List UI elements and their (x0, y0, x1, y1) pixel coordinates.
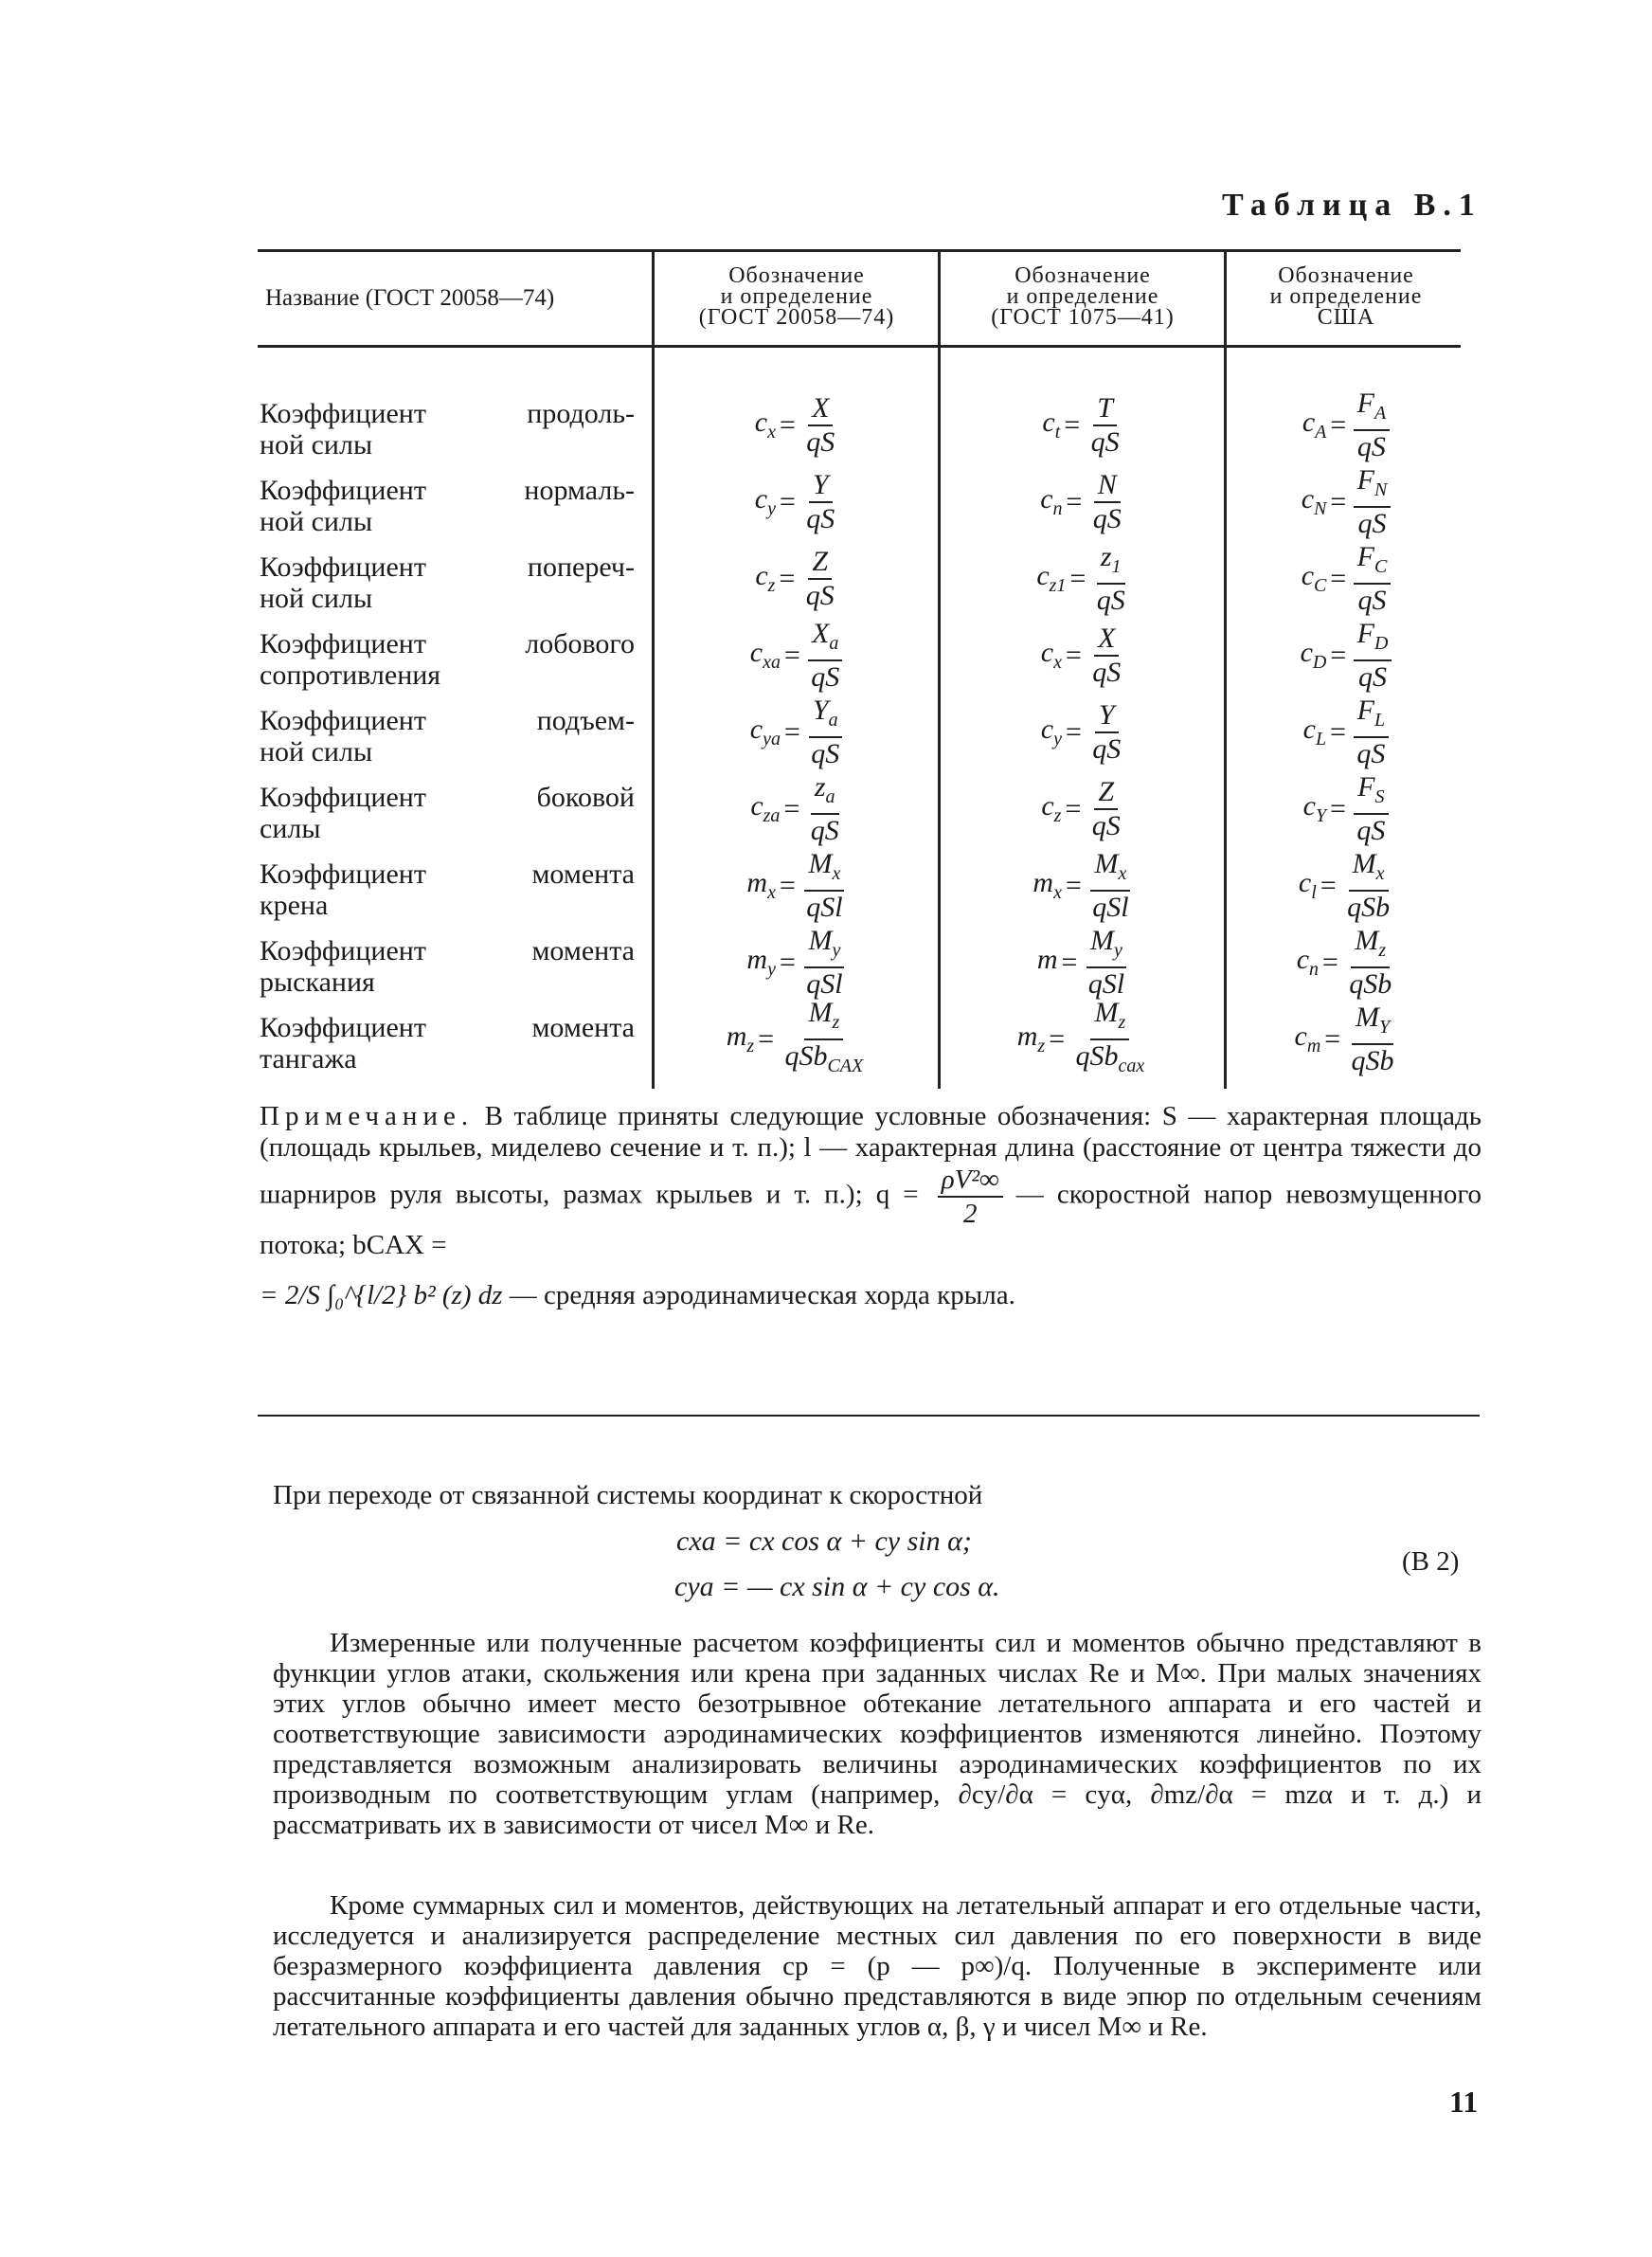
formula-cell: $c_m$ = $\frac{M_Y}{\text{qSb}}$ (1294, 1001, 1394, 1076)
row-name: Коэффициент продоль- ной силы (260, 398, 635, 460)
table-header-rule (258, 345, 1461, 348)
formula-cell: $c_n$ = $\frac{M_z}{\text{qSb}}$ (1296, 924, 1392, 1000)
formula-cell: $c_D$ = $\frac{F_D}{qS}$ (1228, 617, 1464, 694)
note-lead: Примечание. (260, 1101, 475, 1131)
row-name: Коэффициент нормаль- ной силы (260, 475, 635, 537)
formula-cell: $c_L$ = $\frac{F_L}{qS}$ (1228, 694, 1464, 770)
formula-cell: $c_{za}$ = $\frac{z_a}{qS}$ (750, 770, 839, 846)
row-name: Коэффициент лобового сопротивления (260, 628, 635, 691)
formula-cell: $m_x$ = $\frac{M_x}{\text{qSl}}$ (746, 847, 843, 923)
formula-cell: $c_Y$ = $\frac{F_S}{qS}$ (1228, 770, 1464, 847)
formula-cell: $m_y$ = $\frac{M_y}{\text{qSl}}$ (746, 924, 843, 1000)
note-q-formula: $\frac{\text{ρV²∞}}{2}$ (938, 1164, 1003, 1230)
row-name: Коэффициент боковой силы (260, 782, 635, 844)
formula-cell: $c_z$ = $\frac{Z}{qS}$ (755, 545, 835, 611)
note-text-3: — средняя аэродинамическая хорда крыла. (509, 1280, 1015, 1310)
note-integral: = 2/S ∫₀^{l/2} b² (z) dz (260, 1280, 503, 1310)
header-col2: Обозначение и определение (ГОСТ 1075—41) (991, 263, 1175, 330)
paragraph-2: Кроме суммарных сил и моментов, действующих на летательный аппарат и его отдельные части, исследуется и анализируется распределение местных сил давления по его поверхности в виде безразмерного коэффициента давления cp = (p — p∞)/q. Полученные в эксперименте или рассчитанные коэффициенты давления обычно представляются в виде эпюр по отдельным сечениям летательного аппарата и его частей для заданных углов α, β, γ и чисел M∞ и Re. (273, 1890, 1481, 2042)
formula-cell: $c_C$ = $\frac{F_C}{qS}$ (1228, 540, 1464, 617)
table-caption: Таблица В.1 (1222, 188, 1482, 223)
column-divider-2 (938, 249, 941, 1089)
formula-cell: $c_y$ = $\frac{Y}{qS}$ (754, 468, 835, 534)
formula-cell: $c_t$ = $\frac{T}{qS}$ (1042, 391, 1120, 458)
header-name: Название (ГОСТ 20058—74) (265, 285, 555, 311)
note-text-1: В таблице приняты следующие условные обозначения: S — характерная площадь (площадь крыльев, миделево сечение и т. п.); l — характерная длина (расстояние от центра тяжести до шарниров руля высоты, размах крыльев и т. п.); q = (260, 1101, 1482, 1210)
formula-cell: $c_{ya}$ = $\frac{Y_a}{qS}$ (655, 694, 938, 770)
header-col1: Обозначение и определение (ГОСТ 20058—74) (698, 263, 895, 330)
formula-cell: $c_l$ = $\frac{M_x}{\text{qSb}}$ (1298, 847, 1391, 923)
equation-cxa: cxa = cx cos α + cy sin α; (676, 1526, 972, 1557)
note-rule (258, 1415, 1480, 1417)
page-number: 11 (1449, 2085, 1479, 2119)
column-divider-3 (1224, 249, 1227, 1089)
formula-cell: $c_z$ = $\frac{Z}{qS}$ (1041, 775, 1121, 841)
intro-line: При переходе от связанной системы координат к скоростной (273, 1480, 983, 1510)
row-name: Коэффициент момента крена (260, 858, 635, 921)
header-col3: Обозначение и определение США (1269, 263, 1423, 330)
formula-cell: $c_{xa}$ = $\frac{X_a}{qS}$ (655, 617, 938, 694)
formula-cell: $m_x$ = $\frac{M_x}{\text{qSl}}$ (1032, 847, 1129, 923)
equation-label: (В 2) (1402, 1546, 1460, 1577)
row-name: Коэффициент попереч- ной силы (260, 551, 635, 614)
equation-cya: cya = — cx sin α + cy cos α. (674, 1571, 1000, 1602)
table-note (260, 1101, 1481, 1311)
row-name: Коэффициент момента тангажа (260, 1012, 635, 1074)
formula-cell: $c_{z1}$ = $\frac{z_1}{qS}$ (1036, 540, 1125, 616)
formula-cell: $c_y$ = $\frac{Y}{qS}$ (1040, 698, 1122, 765)
row-name: Коэффициент подъем- ной силы (260, 705, 635, 767)
table-top-rule (258, 249, 1461, 252)
formula-cell: $c_x$ = $\frac{X}{qS}$ (754, 391, 835, 458)
note-text-2: — скоростной напор невозмущенного потока; bCAX = (260, 1179, 1482, 1260)
formula-cell: m = $\frac{M_y}{\text{qSl}}$ (1036, 924, 1125, 1000)
row-name: Коэффициент момента рыскания (260, 935, 635, 998)
formula-cell: $m_z$ = $\frac{M_z}{qSb_{cax}}$ (1016, 996, 1145, 1076)
paragraph-1: Измеренные или полученные расчетом коэффициенты сил и моментов обычно представляют в функции углов атаки, скольжения или крена при заданных числах Re и M∞. При малых значениях этих углов обычно имеет место безотрывное обтекание летательного аппарата и его частей и соответствующие зависимости аэродинамических коэффициентов изменяются линейно. Поэтому представляется возможным анализировать величины аэродинамических коэффициентов по их производным по соответствующим углам (например, ∂cy/∂α = cyα, ∂mz/∂α = mzα и т. д.) и рассматривать их в зависимости от чисел M∞ и Re. (273, 1628, 1481, 1840)
formula-cell: $c_A$ = $\frac{F_A}{qS}$ (1228, 387, 1464, 463)
formula-cell: $c_N$ = $\frac{F_N}{qS}$ (1228, 463, 1464, 540)
formula-cell: $c_x$ = $\frac{X}{qS}$ (1040, 622, 1122, 688)
formula-cell: $c_n$ = $\frac{N}{qS}$ (1040, 468, 1122, 534)
column-divider-1 (652, 249, 655, 1089)
formula-cell: $m_z$ = $\frac{M_z}{qSb_{CAX}}$ (726, 996, 864, 1076)
